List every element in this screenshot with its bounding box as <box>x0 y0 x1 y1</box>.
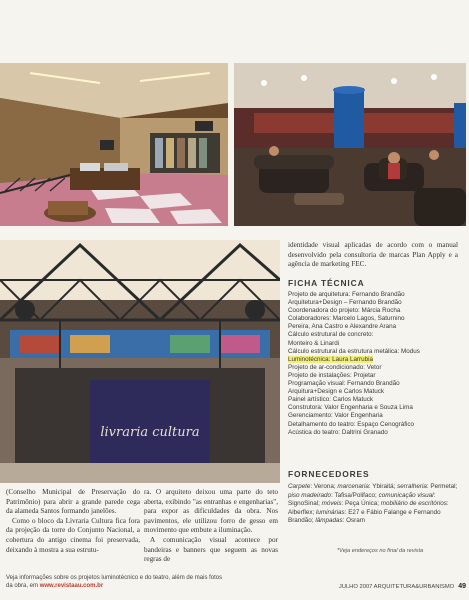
body-paragraph: (Conselho Municipal de Preservação do Patrimônio) para abrir a grande parede cega da alameda Santos formando janelões. <box>6 488 140 516</box>
fornecedores-list <box>288 483 460 526</box>
ficha-item <box>288 364 460 372</box>
ficha-item-text: Painel artístico: Carlos Matuck <box>288 396 374 404</box>
body-column-1 <box>6 488 140 555</box>
ficha-item-text: Cálculo estrutural da estrutura metálica: Modus <box>288 347 420 355</box>
ficha-item-text: Projeto de ar-condicionado: Vetor <box>288 363 382 371</box>
ficha-item-text: Detalhamento do teatro: Espaço Cenográfico <box>288 420 415 428</box>
ficha-tecnica-heading: FICHA TÉCNICA <box>288 278 365 288</box>
ficha-item-text: Programação visual: Fernando Brandão <box>288 380 400 388</box>
fornecedor-entry: serralheria: Permetal; <box>397 483 458 490</box>
page-number: 49 <box>458 583 466 590</box>
ficha-item-text: Projeto de instalações: Projetar <box>288 371 376 379</box>
ficha-item <box>288 356 460 364</box>
photo-bookstore-entrance <box>0 63 228 226</box>
ficha-item <box>288 396 460 404</box>
photo3-sign: livraria cultura <box>100 425 200 440</box>
ficha-item <box>288 372 460 380</box>
ficha-item <box>288 315 460 323</box>
ficha-item <box>288 429 460 437</box>
fornecedor-entry: móveis: Peça Única; <box>321 500 381 507</box>
photo-bookstore-lounge <box>234 63 466 226</box>
ficha-item-text: Arquitura+Design e Carlos Matuck <box>288 388 385 396</box>
ficha-item <box>288 331 460 339</box>
ficha-item-text: Colaboradores: Marcelo Lagos, Saturnino <box>288 315 405 323</box>
ficha-tecnica-list <box>288 291 460 437</box>
page-footer <box>286 583 466 590</box>
ficha-item-text: Pereira, Ana Castro e Alexandre Arana <box>288 323 397 331</box>
ficha-item <box>288 380 460 388</box>
ficha-item-text: Arquitetura+Design – Fernando Brandão <box>288 299 402 307</box>
ficha-item-text: Construtora: Valor Engenharia e Souza Lima <box>288 404 413 412</box>
ficha-item-text: Gerenciamento: Valor Engenharia <box>288 412 383 420</box>
body-column-2 <box>144 488 278 565</box>
body-paragraph: Como o bloco da Livraria Cultura fica fora da projeção da torre do Conjunto Nacional, a cobertura do antigo cinema foi preservada, deixando à mostra a sua estrutu- <box>6 516 140 554</box>
fornecedor-entry: Carpete: Verona; <box>288 483 338 490</box>
fornecedor-entry: luminárias: E27 e Fábio Falange e Fernando Brandão; <box>288 508 441 524</box>
photo-theater-ceiling-truss <box>0 240 280 483</box>
footer-note-text: Veja informações sobre os projetos luminotécnico e do teatro, além de mais fotos da obra, em <box>6 575 223 589</box>
ficha-item <box>288 291 460 299</box>
ficha-item <box>288 421 460 429</box>
ficha-item <box>288 404 460 412</box>
ficha-item <box>288 323 460 331</box>
ficha-item <box>288 340 460 348</box>
footer-online-note <box>6 574 226 590</box>
ficha-item-text: Luminotécnica: Laura Larrubia <box>288 355 374 363</box>
ficha-item-text: Projeto de arquitetura: Fernando Brandão <box>288 291 405 298</box>
addresses-note: *Veja endereços no final da revista <box>337 548 424 554</box>
intro-paragraph: identidade visual aplicadas de acordo com o manual desenvolvido pela consultoria de marcas Plan Apply e a agência de marketing FEC. <box>288 241 458 269</box>
fornecedor-entry: marcenaria: Ybiraitá; <box>337 483 398 490</box>
body-paragraph: ra. O arquiteto deixou uma parte do teto aberta, exibindo "as entranhas e engenharias", para expor as dificuldades da obra. Nos pavimentos, ele utilizou forro de gesso em movimento que embute a iluminação. <box>144 488 278 535</box>
fornecedor-entry: mobiliário de escritórios: Alberflex; <box>288 500 449 516</box>
fornecedores-heading: FORNECEDORES <box>288 469 370 479</box>
ficha-item <box>288 307 460 315</box>
issue-info: JULHO 2007 ARQUITETURA&URBANISMO <box>338 584 455 590</box>
fornecedor-entry: piso madeirado: Tafisa/Polifaco; <box>288 491 379 499</box>
fornecedor-entry: lâmpadas: Osram <box>315 517 366 524</box>
body-paragraph: A comunicação visual acontece por bandeiras e banners que seguem as novas regras de <box>144 535 278 564</box>
ficha-item <box>288 388 460 396</box>
ficha-item-text: Coordenadora do projeto: Márcia Rocha <box>288 307 401 315</box>
ficha-item <box>288 348 460 356</box>
fornecedor-entry: comunicação visual: SignoSinal; <box>288 491 436 507</box>
ficha-item <box>288 299 460 307</box>
ficha-item-text: Cálculo estrutural de concreto: <box>288 331 374 339</box>
ficha-item-text: Acústica do teatro: Daltrini Granado <box>288 428 388 436</box>
ficha-item-text: Monteiro & Linardi <box>288 339 340 347</box>
ficha-item <box>288 412 460 420</box>
website-link[interactable]: www.revistaau.com.br <box>39 583 104 589</box>
